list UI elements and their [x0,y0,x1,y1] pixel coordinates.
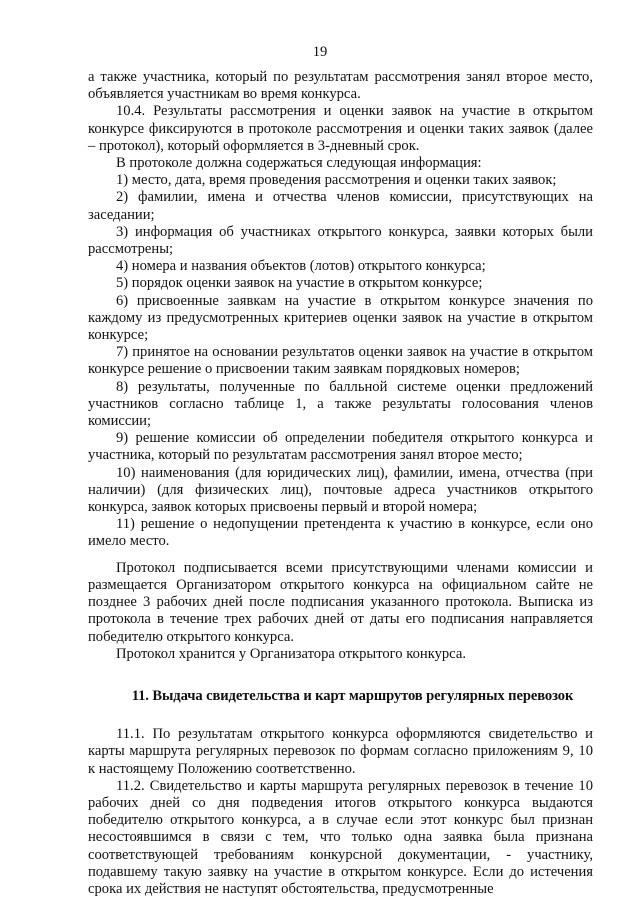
list-item: 6) присвоенные заявкам на участие в открытом конкурсе значения по каждому из предусмотренных критериев оценки заявок на участие в открытом конкурсе; [88,292,593,344]
list-item: 4) номера и названия объектов (лотов) открытого конкурса; [116,258,486,275]
list-item: 3) информация об участниках открытого конкурса, заявки которых были рассмотрены; [88,223,593,258]
page-number: 19 [312,44,328,60]
list-item: 7) принятое на основании результатов оценки заявок на участие в открытом конкурсе решение о присвоении таким заявкам порядковых номеров; [88,344,593,378]
list-item: 10) наименования (для юридических лиц), фамилии, имена, отчества (при наличии) (для физических лиц), почтовые адреса участников открытого конкурса, заявок которых присвоены первый и второй номера; [88,464,593,516]
list-item: 11) решение о недопущении претендента к участию в конкурсе, если оно имело место. [88,516,593,550]
list-item: 8) результаты, полученные по балльной системе оценки предложений участников согласно таблице 1, а также результаты голосования членов комиссии; [88,378,593,430]
list-item: 2) фамилии, имена и отчества членов комиссии, присутствующих на заседании; [88,189,593,223]
list-item: 1) место, дата, время проведения рассмотрения и оценки таких заявок; [116,172,557,189]
paragraph-10-4: 10.4. Результаты рассмотрения и оценки заявок на участие в открытом конкурсе фиксируются в протоколе рассмотрения и оценки таких заявок (далее – протокол), который оформляется в 3-дневный срок. [88,103,593,154]
paragraph-11-1: 11.1. По результатам открытого конкурса оформляются свидетельство и карты маршрута регулярных перевозок по формам согласно приложениям 9, 10 к настоящему Положению соответственно. [88,726,593,777]
paragraph: В протоколе должна содержаться следующая информация: [116,155,482,172]
paragraph: Протокол подписывается всеми присутствующими членами комиссии и размещается Организатором открытого конкурса на официальном сайте не позднее 3 рабочих дней после подписания указанного протокола. Выписка из протокола в течение трех рабочих дней от даты его подписания направляется победителю открытого конкурса. [88,559,593,645]
list-item: 9) решение комиссии об определении победителя открытого конкурса и участника, который по результатам рассмотрения занял второе место; [88,430,593,464]
section-heading: 11. Выдача свидетельства и карт маршрутов регулярных перевозок [131,687,574,704]
paragraph: а также участника, который по результатам рассмотрения занял второе место, объявляется участникам во время конкурса. [88,69,593,103]
document-body [88,69,593,898]
list-item: 5) порядок оценки заявок на участие в открытом конкурсе; [116,275,483,292]
paragraph-11-2: 11.2. Свидетельство и карты маршрута регулярных перевозок в течение 10 рабочих дней со дня подведения итогов открытого конкурса выдаются победителю открытого конкурса, а в случае если этот конкурс был признан несостоявшимся в связи с тем, что только одна заявка была признана соответствующей требованиям конкурсной документации, - участнику, подавшему такую заявку на участие в открытом конкурсе. Если до истечения срока их действия не наступят обстоятельства, предусмотренные [88,777,593,897]
paragraph: Протокол хранится у Организатора открытого конкурса. [116,645,466,662]
